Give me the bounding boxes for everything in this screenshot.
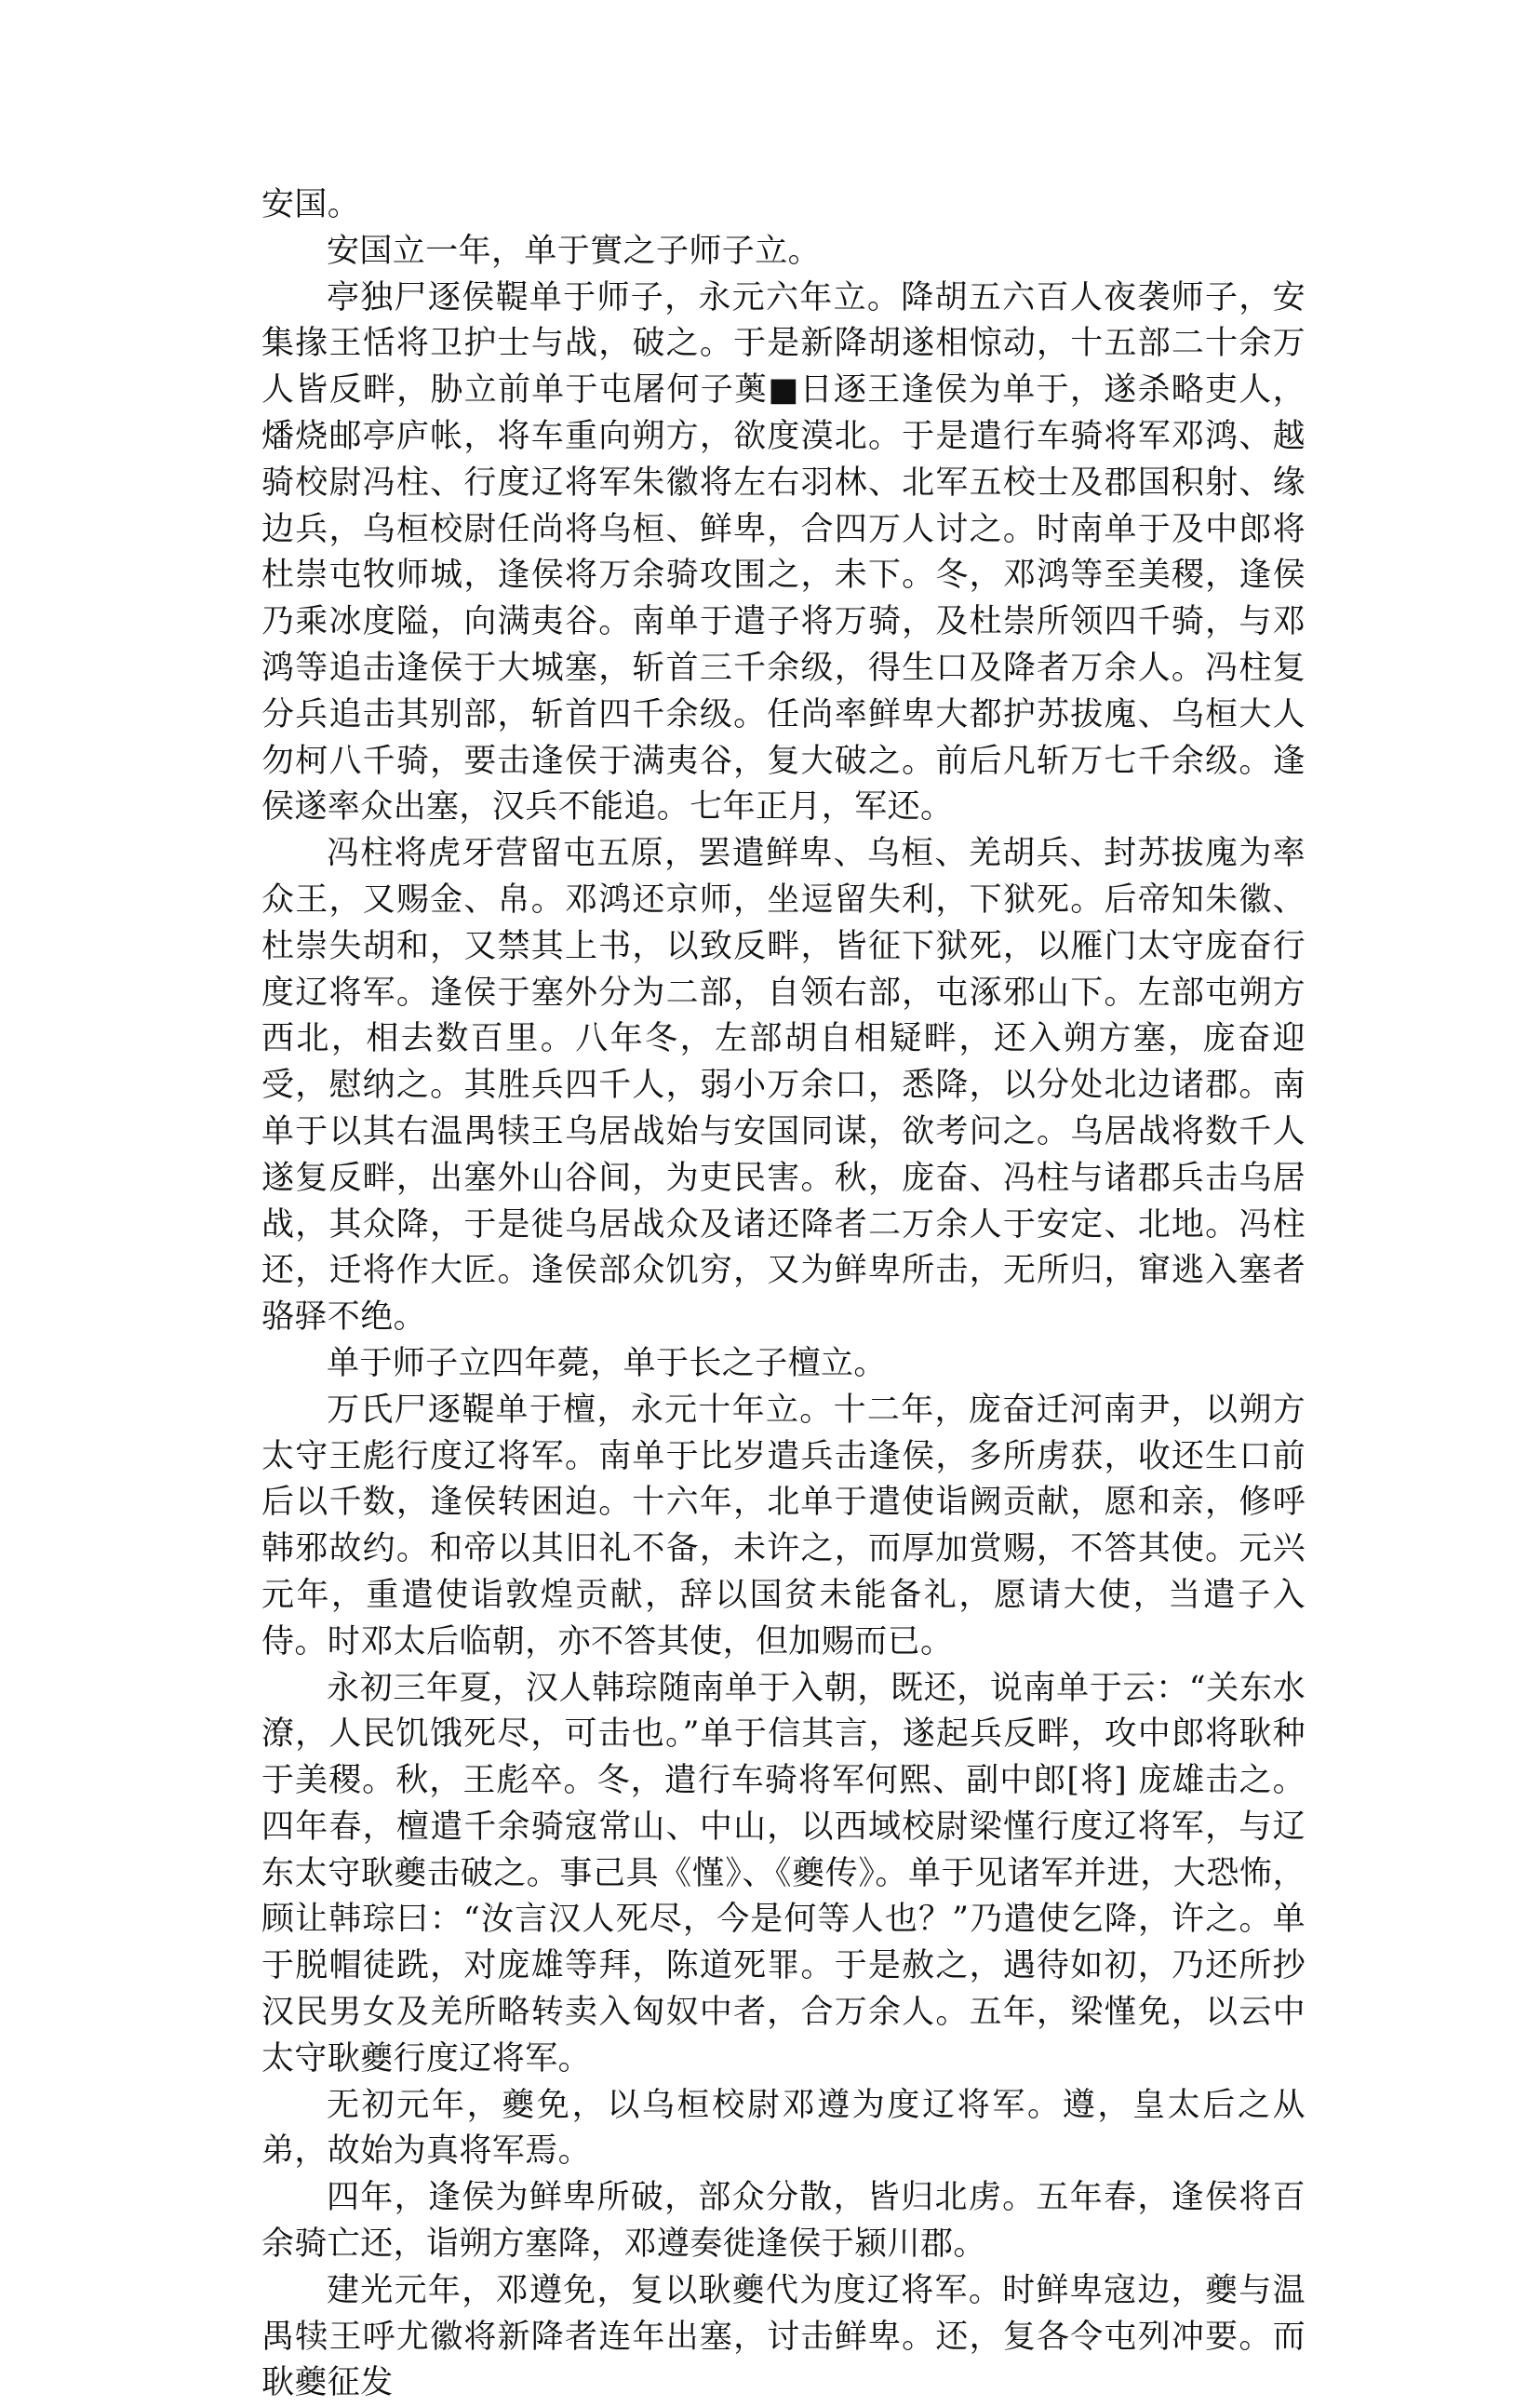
paragraph-4: 冯柱将虎牙营留屯五原，罢遣鲜卑、乌桓、羌胡兵、封苏拔廆为率众王，又赐金、帛。邓鸿还京师，坐逗留失利，下狱死。后帝知朱徽、杜崇失胡和，又禁其上书，以致反畔，皆征下狱死，以雁门太守庞奋行度辽将军。逢侯于塞外分为二部，自领右部，屯涿邪山下。左部屯朔方西北，相去数百里。八年冬，左部胡自相疑畔，还入朔方塞，庞奋迎受，慰纳之。其胜兵四千人，弱小万余口，悉降，以分处北边诸郡。南单于以其右温禺犊王乌居战始与安国同谋，欲考问之。乌居战将数千人遂复反畔，出塞外山谷间，为吏民害。秋，庞奋、冯柱与诸郡兵击乌居战，其众降，于是徙乌居战众及诸还降者二万余人于安定、北地。冯柱还，迁将作大匠。逢侯部众饥穷，又为鲜卑所击，无所归，窜逃入塞者骆驿不绝。	[261, 835, 1306, 1337]
paragraph-3: 亭独尸逐侯鞮单于师子，永元六年立。降胡五六百人夜袭师子，安集掾王恬将卫护士与战，破之。于是新降胡遂相惊动，十五部二十余万人皆反畔，胁立前单于屯屠何子薁■日逐王逢侯为单于，遂杀略吏人，燔烧邮亭庐帐，将车重向朔方，欲度漠北。于是遣行车骑将军邓鸿、越骑校尉冯柱、行度辽将军朱徽将左右羽林、北军五校士及郡国积射、缘边兵，乌桓校尉任尚将乌桓、鲜卑，合四万人讨之。时南单于及中郎将杜崇屯牧师城，逢侯将万余骑攻围之，未下。冬，邓鸿等至美稷，逢侯乃乘冰度隘，向满夷谷。南单于遣子将万骑，及杜崇所领四千骑，与邓鸿等追击逢侯于大城塞，斩首三千余级，得生口及降者万余人。冯柱复分兵追击其别部，斩首四千余级。任尚率鲜卑大都护苏拔廆、乌桓大人勿柯八千骑，要击逢侯于满夷谷，复大破之。前后凡斩万七千余级。逢侯遂率众出塞，汉兵不能追。七年正月，军还。	[261, 278, 1306, 827]
document-body	[261, 182, 1306, 2407]
paragraph-9: 四年，逢侯为鲜卑所破，部众分散，皆归北虏。五年春，逢侯将百余骑亡还，诣朔方塞降，邓遵奏徙逢侯于颍川郡。	[261, 2179, 1306, 2264]
paragraph-7: 永初三年夏，汉人韩琮随南单于入朝，既还，说南单于云：“关东水潦，人民饥饿死尽，可击也。”单于信其言，遂起兵反畔，攻中郎将耿种于美稷。秋，王彪卒。冬，遣行车骑将军何熙、副中郎[将] 庞雄击之。四年春，檀遣千余骑寇常山、中山，以西域校尉梁慬行度辽将军，与辽东太守耿夔击破之。事己具《慬》、《夔传》。单于见诸军并进，大恐怖，顾让韩琮曰：“汝言汉人死尽，今是何等人也？”乃遣使乞降，许之。单于脱帽徒跣，对庞雄等拜，陈道死罪。于是赦之，遇待如初，乃还所抄汉民男女及羌所略转卖入匈奴中者，合万余人。五年，梁慬免，以云中太守耿夔行度辽将军。	[261, 1669, 1306, 2078]
paragraph-6: 万氏尸逐鞮单于檀，永元十年立。十二年，庞奋迁河南尹，以朔方太守王彪行度辽将军。南单于比岁遣兵击逢侯，多所虏获，收还生口前后以千数，逢侯转困迫。十六年，北单于遣使诣阙贡献，愿和亲，修呼韩邪故约。和帝以其旧礼不备，未许之，而厚加赏赐，不答其使。元兴元年，重遣使诣敦煌贡献，辞以国贫未能备礼，愿请大使，当遣子入侍。时邓太后临朝，亦不答其使，但加赐而已。	[261, 1391, 1306, 1661]
paragraph-1: 安国。	[261, 186, 361, 223]
paragraph-8: 无初元年，夔免，以乌桓校尉邓遵为度辽将军。遵，皇太后之从弟，故始为真将军焉。	[261, 2086, 1306, 2171]
paragraph-2: 安国立一年，单于實之子师子立。	[327, 232, 822, 270]
paragraph-5: 单于师子立四年薨，单于长之子檀立。	[327, 1344, 887, 1382]
paragraph-10: 建光元年，邓遵免，复以耿夔代为度辽将军。时鲜卑寇边，夔与温禺犊王呼尤徽将新降者连年出塞，讨击鲜卑。还，复各令屯列冲要。而耿夔征发	[261, 2271, 1306, 2402]
